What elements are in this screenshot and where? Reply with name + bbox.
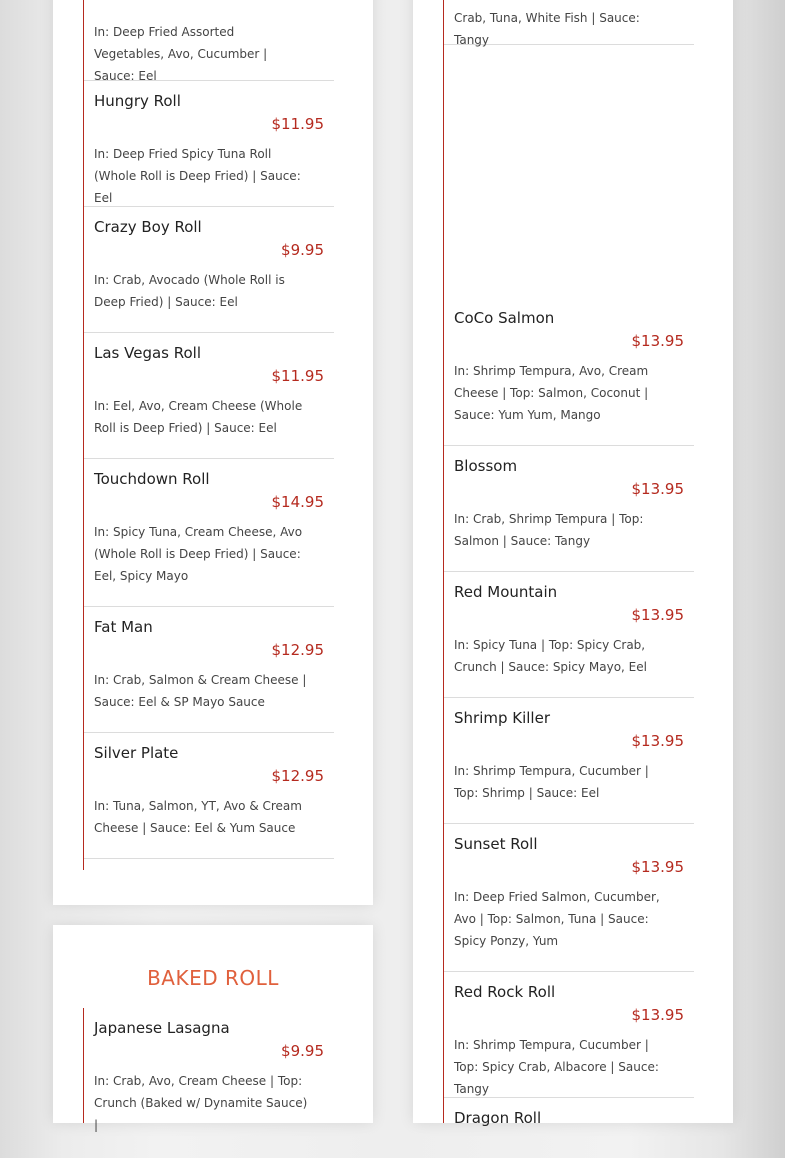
item-price: $14.95: [271, 493, 324, 511]
item-price: $13.95: [631, 332, 684, 350]
menu-item: [84, 207, 334, 333]
menu-item: [84, 81, 334, 207]
menu-item: [444, 572, 694, 698]
item-name: Las Vegas Roll: [94, 344, 202, 362]
menu-item: [444, 0, 694, 45]
menu-card-baked-roll: [53, 925, 373, 1132]
item-description: In: Shrimp Tempura, Cucumber | Top: Spicy Crab, Albacore | Sauce: Tangy: [454, 1038, 659, 1096]
menu-card-left-top: [53, 0, 373, 905]
item-price: $9.95: [281, 1042, 324, 1060]
item-description: In: Crab, Salmon & Cream Cheese | Sauce: Eel & SP Mayo Sauce: [94, 673, 307, 709]
item-name: Silver Plate: [94, 744, 179, 762]
empty-space: [444, 45, 694, 298]
item-description: Crab, Tuna, White Fish | Sauce: Tangy: [454, 11, 640, 47]
item-description: In: Deep Fried Spicy Tuna Roll (Whole Roll is Deep Fried) | Sauce: Eel: [94, 147, 301, 205]
item-price: $11.95: [271, 115, 324, 133]
item-description: In: Crab, Shrimp Tempura | Top: Salmon | Sauce: Tangy: [454, 512, 644, 548]
item-description: In: Deep Fried Assorted Vegetables, Avo, Cucumber | Sauce: Eel: [94, 25, 268, 83]
item-name: Red Rock Roll: [454, 983, 556, 1001]
item-name: Crazy Boy Roll: [94, 218, 202, 236]
item-price: $12.95: [271, 767, 324, 785]
item-name: Touchdown Roll: [94, 470, 210, 488]
item-name: Dragon Roll: [454, 1109, 542, 1127]
item-name: Blossom: [454, 457, 518, 475]
item-description: In: Deep Fried Salmon, Cucumber, Avo | Top: Salmon, Tuna | Sauce: Spicy Ponzy, Yum: [454, 890, 660, 948]
item-description: In: Spicy Tuna | Top: Spicy Crab, Crunch | Sauce: Spicy Mayo, Eel: [454, 638, 647, 674]
item-price: $13.95: [631, 606, 684, 624]
item-name: Sunset Roll: [454, 835, 538, 853]
menu-item: [444, 446, 694, 572]
item-price: $12.95: [271, 641, 324, 659]
item-name: CoCo Salmon: [454, 309, 555, 327]
menu-item: [444, 972, 694, 1098]
item-name: Hungry Roll: [94, 92, 181, 110]
item-price: $9.95: [281, 241, 324, 259]
menu-card-right: [413, 0, 733, 1127]
menu-item: [84, 333, 334, 459]
menu-item: [84, 1008, 334, 1148]
item-price: $13.95: [631, 1006, 684, 1024]
item-price: $13.95: [631, 732, 684, 750]
item-description: In: Eel, Avo, Cream Cheese (Whole Roll is Deep Fried) | Sauce: Eel: [94, 399, 303, 435]
item-description: In: Crab, Avocado (Whole Roll is Deep Fried) | Sauce: Eel: [94, 273, 285, 309]
menu-item: [84, 607, 334, 733]
menu-item: [444, 1098, 694, 1158]
menu-item: [84, 0, 334, 81]
item-description: In: Spicy Tuna, Cream Cheese, Avo (Whole Roll is Deep Fried) | Sauce: Eel, Spicy Mayo: [94, 525, 303, 583]
menu-item: [444, 824, 694, 972]
menu-list: [443, 0, 694, 1127]
menu-item: [444, 698, 694, 824]
item-price: $13.95: [631, 858, 684, 876]
menu-item: [444, 298, 694, 446]
item-description: In: Tuna, Salmon, YT, Avo & Cream Cheese | Sauce: Eel & Yum Sauce: [94, 799, 302, 835]
item-description: In: Shrimp Tempura, Avo, Cream Cheese | Top: Salmon, Coconut | Sauce: Yum Yum, Mango: [454, 364, 649, 422]
item-name: Fat Man: [94, 618, 153, 636]
menu-item: [84, 733, 334, 859]
menu-list: [83, 1008, 334, 1132]
section-title: BAKED ROLL: [147, 966, 279, 990]
item-price: $13.95: [631, 480, 684, 498]
item-name: Japanese Lasagna: [94, 1019, 230, 1037]
menu-item: [84, 459, 334, 607]
item-name: Red Mountain: [454, 583, 558, 601]
menu-list: [83, 0, 334, 870]
item-name: Shrimp Killer: [454, 709, 550, 727]
item-description: In: Crab, Avo, Cream Cheese | Top: Crunch (Baked w/ Dynamite Sauce) |: [94, 1074, 308, 1132]
item-description: In: Shrimp Tempura, Cucumber | Top: Shrimp | Sauce: Eel: [454, 764, 649, 800]
item-price: $11.95: [271, 367, 324, 385]
